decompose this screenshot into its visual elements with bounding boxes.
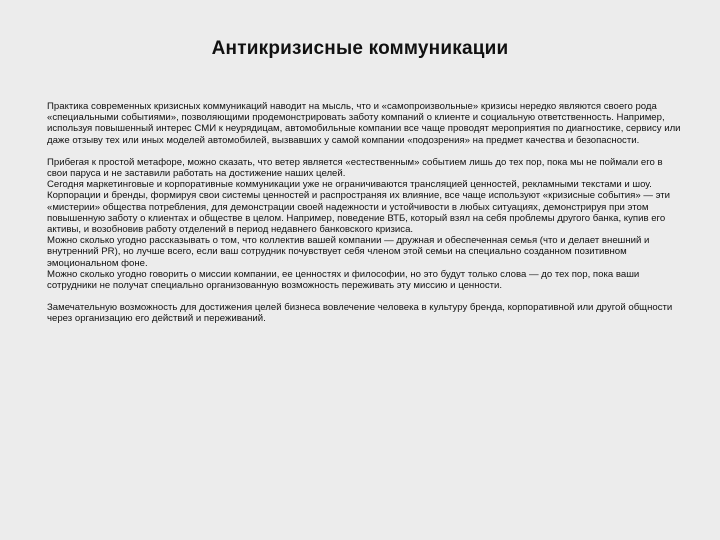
slide-title: Антикризисные коммуникации — [211, 38, 509, 59]
slide-body — [47, 101, 683, 325]
paragraph-corporations-brands: Корпорации и бренды, формируя свои системы ценностей и распространяя их влияние, все чаще используют «кризисные события» — эти «мистерии» общества потребления, для демонстрации своей надежности и устойчивости в любых ситуациях, демонстрируя при этом повышенную заботу о клиентах и обществе в целом. Например, поведение ВТБ, который взял на себя проблемы другого банка, купив его активы, и возобновив работу отделений в период недавнего банковского кризиса. — [47, 190, 671, 236]
paragraph-team-family: Можно сколько угодно рассказывать о том, что коллектив вашей компании — дружная и обеспеченная семья (что и делает внешний и внутренний PR), но лучше всего, если ваш сотрудник почувствует себя членом этой семьи на специально созданном позитивном эмоциональном фоне. — [47, 235, 650, 269]
paragraph-company-mission: Можно сколько угодно говорить о миссии компании, ее ценностях и философии, но это будут только слова — до тех пор, пока ваши сотрудники не получат специально организованную возможность переживать эту миссию и ценности. — [47, 268, 640, 292]
paragraph-brand-culture: Замечательную возможность для достижения целей бизнеса вовлечение человека в культуру бренда, корпоративной или другой общности через организацию его действий и переживаний. — [47, 302, 673, 325]
paragraph-wind-metaphor: Прибегая к простой метафоре, можно сказать, что ветер является «естественным» событием лишь до тех пор, пока мы не поймали его в свои паруса и не заставили работать на достижение наших целей. — [47, 156, 663, 180]
paragraph-crisis-practice: Практика современных кризисных коммуникаций наводит на мысль, что и «самопроизвольные» кризисы нередко являются своего рода «специальными событиями», позволяющими продемонстрировать заботу компаний о клиенте и социальную ответственность. Например, используя повышенный интерес СМИ к неурядицам, автомобильные компании все чаще проводят мероприятия по диагностике, сервису или даже отзыву тех или иных моделей автомобилей, вызвавших у самой компании «подозрения» на предмет качества и безопасности. — [47, 101, 681, 146]
paragraph-marketing-today: Сегодня маркетинговые и корпоративные коммуникации уже не ограничиваются трансляцией ценностей, рекламными текстами и шоу. — [47, 179, 652, 191]
